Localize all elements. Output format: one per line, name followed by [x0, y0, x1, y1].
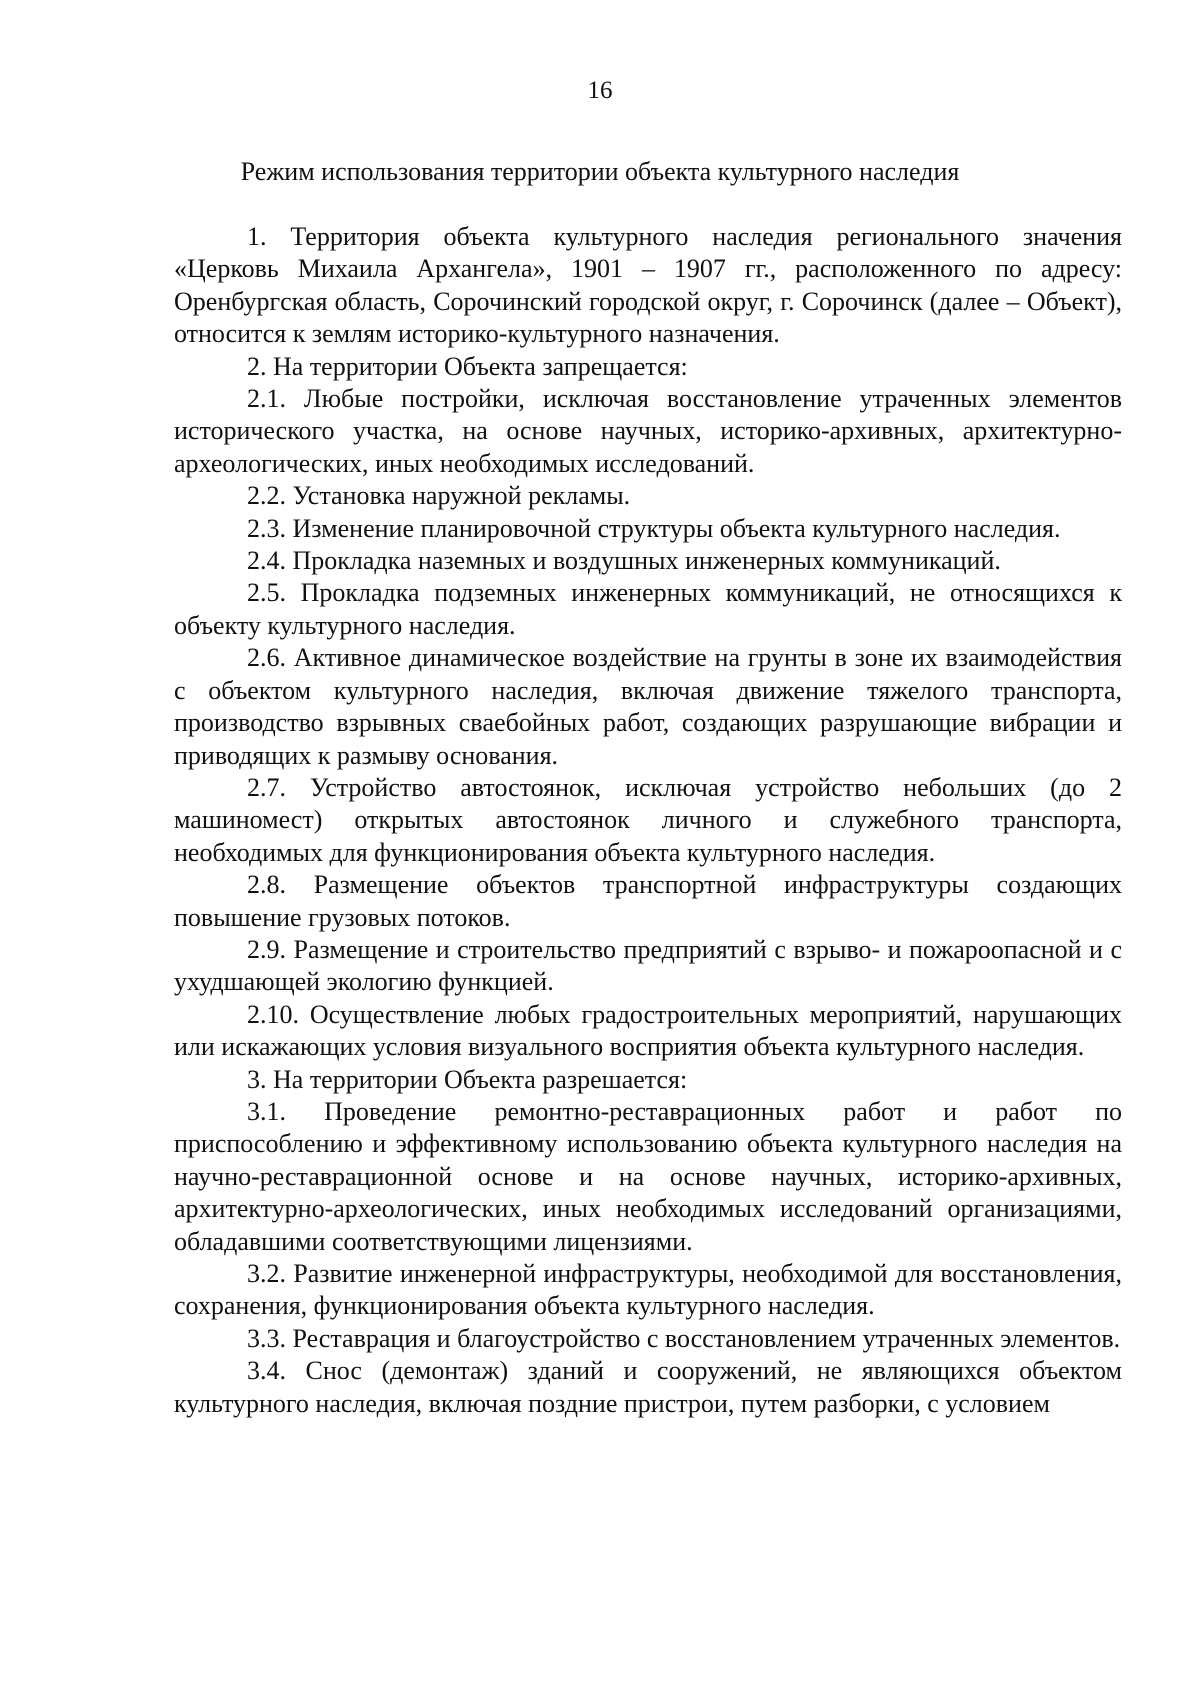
paragraph-2-4: 2.4. Прокладка наземных и воздушных инженерных коммуникаций.: [247, 546, 1001, 576]
paragraph-3-1: 3.1. Проведение ремонтно-реставрационных работ и работ по приспособлению и эффективному использованию объекта культурного наследия на научно-реставрационной основе и на основе научных, историко-архивных, архитектурно-археологических, иных необходимых исследований организациями, обладавшими соответствующими лицензиями.: [174, 1096, 1122, 1256]
paragraph-3-2: 3.2. Развитие инженерной инфраструктуры, необходимой для восстановления, сохранения, функционирования объекта культурного наследия.: [174, 1259, 1122, 1321]
paragraph-1: 1. Территория объекта культурного наследия регионального значения «Церковь Михаила Архангела», 1901 – 1907 гг., расположенного по адресу: Оренбургская область, Сорочинский городской округ, г. Сорочинск (далее – Объект), относится к землям историко-культурного назначения.: [174, 222, 1122, 349]
document-body: [174, 221, 1122, 1420]
paragraph-3-3: 3.3. Реставрация и благоустройство с восстановлением утраченных элементов.: [247, 1323, 1121, 1353]
paragraph-2-2: 2.2. Установка наружной рекламы.: [247, 481, 631, 511]
paragraph-2-9: 2.9. Размещение и строительство предприятий с взрыво- и пожароопасной и с ухудшающей экологию функцией.: [174, 934, 1122, 997]
paragraph-2-1: 2.1. Любые постройки, исключая восстановление утраченных элементов исторического участка, на основе научных, историко-архивных, архитектурно-археологических, иных необходимых исследований.: [174, 384, 1122, 478]
paragraph-2-8: 2.8. Размещение объектов транспортной инфраструктуры создающих повышение грузовых потоков.: [174, 870, 1122, 932]
document-title: Режим использования территории объекта культурного наследия: [240, 157, 960, 186]
paragraph-2-10: 2.10. Осуществление любых градостроительных мероприятий, нарушающих или искажающих условия визуального восприятия объекта культурного наследия.: [174, 999, 1122, 1062]
paragraph-3-4: 3.4. Снос (демонтаж) зданий и сооружений, не являющихся объектом культурного наследия, включая поздние пристрои, путем разборки, с условием: [174, 1356, 1122, 1418]
paragraph-2-3: 2.3. Изменение планировочной структуры объекта культурного наследия.: [247, 513, 1061, 543]
paragraph-3: 3. На территории Объекта разрешается:: [247, 1064, 688, 1094]
paragraph-2-6: 2.6. Активное динамическое воздействие на грунты в зоне их взаимодействия с объектом культурного наследия, включая движение тяжелого транспорта, производство взрывных свaебойных работ, создающих разрушающие вибрации и приводящих к размыву основания.: [174, 643, 1122, 770]
paragraph-2: 2. На территории Объекта запрещается:: [247, 351, 688, 381]
paragraph-2-7: 2.7. Устройство автостоянок, исключая устройство небольших (до 2 машиномест) открытых автостоянок личного и служебного транспорта, необходимых для функционирования объекта культурного наследия.: [174, 772, 1122, 867]
page-number: 16: [587, 77, 613, 104]
paragraph-2-5: 2.5. Прокладка подземных инженерных коммуникаций, не относящихся к объекту культурного наследия.: [174, 578, 1122, 640]
